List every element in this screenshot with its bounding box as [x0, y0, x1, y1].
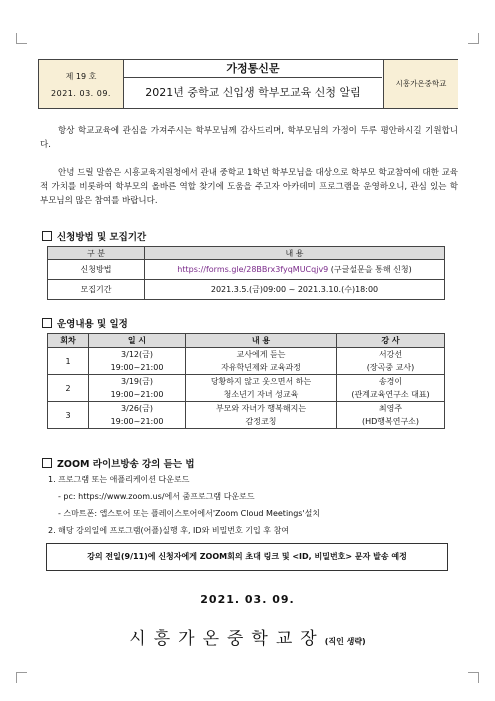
school-cell — [383, 60, 458, 108]
section-heading-zoom — [42, 456, 195, 470]
section-title: 신청방법 및 모집기간 — [57, 232, 147, 243]
issue-date: 2021. 03. 09. — [51, 89, 111, 98]
header-cell: 일 시 — [89, 334, 186, 348]
newsletter-subtitle: 2021년 중학교 신입생 학부모교육 신청 알림 — [145, 86, 361, 99]
lecturer-name: 최영주 — [378, 404, 403, 413]
newsletter-title: 가정통신문 — [124, 60, 382, 78]
header-cell: 구 분 — [48, 247, 145, 260]
session-date: 3/12(금) — [121, 350, 153, 359]
section-title: ZOOM 라이브방송 강의 듣는 법 — [57, 459, 195, 470]
intro-paragraph-2: 안녕 드릴 말씀은 시흥교육지원청에서 관내 중학교 1학년 학부모님을 대상으로 학부모 학교참여에 대한 교육적 가치를 비롯하여 학부모의 올바른 역할 찾기에 도움을 주고자 아카데미 프로그램을 운영하오니, 관심 있는 학부모님의 많은 참여를 바랍니다. — [40, 168, 458, 206]
session-time: 19:00~21:00 — [110, 417, 164, 426]
lecturer-name: 송경이 — [378, 377, 403, 386]
zoom-step-2: 2. 해당 강의일에 프로그램(어플)실행 후, ID와 비밀번호 기입 후 참여 — [48, 526, 290, 535]
session-lecturer — [337, 375, 445, 402]
intro-paragraph-1: 항상 학교교육에 관심을 가져주시는 학부모님께 감사드리며, 학부모님의 가정이 두루 평안하시길 기원합니다. — [40, 126, 458, 150]
issue-number: 제 19 호 — [65, 72, 97, 81]
crop-mark-bottom-left — [16, 672, 27, 683]
checkbox-square-icon — [42, 458, 52, 468]
zoom-step-1-mobile: - 스마트폰: 앱스토어 또는 플레이스토어에서'Zoom Cloud Meetings'설치 — [58, 509, 321, 518]
section-heading-application — [42, 229, 146, 243]
issue-cell — [39, 60, 124, 108]
content-line: 교사에게 듣는 — [236, 350, 286, 359]
session-content — [186, 375, 337, 402]
crop-mark-top-left — [16, 33, 27, 44]
newsletter-header — [38, 59, 458, 109]
crop-mark-bottom-right — [468, 672, 479, 683]
seal-omitted-note: (직인 생략) — [324, 637, 366, 646]
zoom-step-1-pc: - pc: https://www.zoom.us/에서 줌프로그램 다운로드 — [58, 492, 255, 501]
session-date: 3/19(금) — [121, 377, 153, 386]
content-line: 당황하지 않고 웃으면서 하는 — [210, 377, 312, 386]
session-time: 19:00~21:00 — [110, 363, 164, 372]
content-line: 부모와 자녀가 행복해지는 — [215, 404, 307, 413]
application-form-link[interactable]: https://forms.gle/28BBrx3fyqMUCqjv9 — [177, 265, 329, 274]
session-datetime — [89, 375, 186, 402]
session-number: 2 — [48, 375, 89, 402]
session-content — [186, 402, 337, 429]
zoom-step-1: 1. 프로그램 또는 애플리케이션 다운로드 — [48, 475, 190, 484]
principal-title: 시흥가온중학교장 — [129, 629, 325, 649]
row-label: 신청방법 — [48, 260, 145, 280]
lecturer-affiliation: (장곡중 교사) — [366, 363, 415, 372]
table-header-row — [48, 334, 445, 348]
content-line: 청소년기 자녀 성교육 — [223, 390, 299, 399]
session-date: 3/26(금) — [121, 404, 153, 413]
header-cell: 내 용 — [145, 247, 445, 260]
content-line: 자유학년제와 교육과정 — [221, 363, 301, 372]
session-lecturer — [337, 348, 445, 375]
session-time: 19:00~21:00 — [110, 390, 164, 399]
session-number: 3 — [48, 402, 89, 429]
row-value — [145, 260, 445, 280]
lecturer-affiliation: (HD행복연구소) — [361, 417, 420, 426]
session-content — [186, 348, 337, 375]
table-row — [48, 348, 445, 375]
table-header-row — [48, 247, 445, 260]
principal-signature — [0, 624, 495, 649]
session-datetime — [89, 348, 186, 375]
header-cell: 내 용 — [186, 334, 337, 348]
link-note: (구글설문을 통해 신청) — [328, 265, 412, 274]
header-cell: 회차 — [48, 334, 89, 348]
notice-box: 강의 전일(9/11)에 신청자에게 ZOOM회의 초대 링크 및 <ID, 비밀번호> 문자 발송 예정 — [46, 543, 448, 571]
header-cell: 강 사 — [337, 334, 445, 348]
school-name: 시흥가온중학교 — [395, 79, 447, 88]
row-label: 모집기간 — [48, 280, 145, 300]
checkbox-square-icon — [42, 231, 52, 241]
table-row — [48, 280, 445, 300]
schedule-table — [47, 333, 445, 429]
crop-mark-top-right — [468, 33, 479, 44]
table-row — [48, 375, 445, 402]
session-number: 1 — [48, 348, 89, 375]
content-line: 감정코칭 — [245, 417, 277, 426]
table-row — [48, 402, 445, 429]
section-title: 운영내용 및 일정 — [57, 319, 128, 330]
lecturer-name: 서강선 — [378, 350, 403, 359]
application-table — [47, 246, 445, 300]
table-row — [48, 260, 445, 280]
checkbox-square-icon — [42, 318, 52, 328]
lecturer-affiliation: (관계교육연구소 대표) — [351, 390, 430, 399]
section-heading-schedule — [42, 316, 128, 330]
row-value: 2021.3.5.(금)09:00 ~ 2021.3.10.(수)18:00 — [145, 280, 445, 300]
title-cell — [124, 60, 382, 108]
session-lecturer — [337, 402, 445, 429]
signature-date: 2021. 03. 09. — [200, 593, 295, 606]
session-datetime — [89, 402, 186, 429]
